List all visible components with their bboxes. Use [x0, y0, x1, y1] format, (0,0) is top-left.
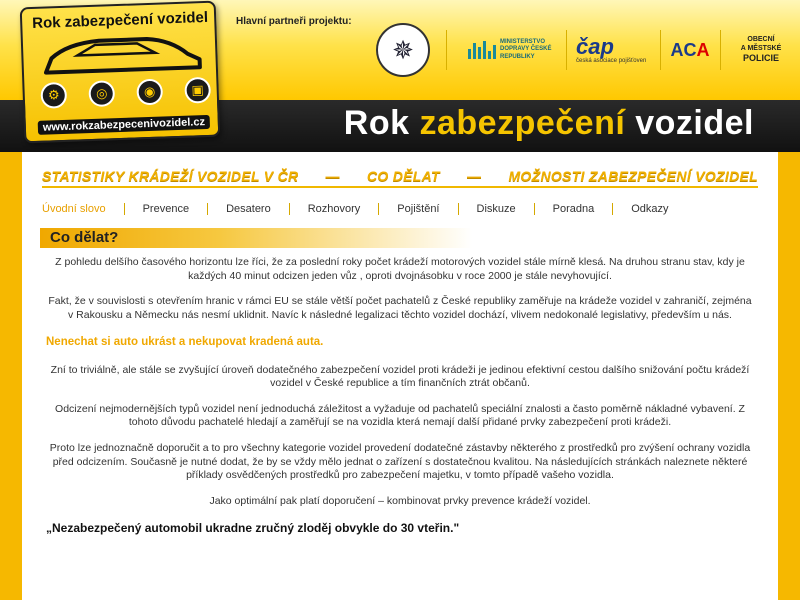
partner-divider: [566, 30, 567, 70]
steering-lock-icon: ◎: [88, 80, 115, 107]
cap-subtitle: česká asociace pojišťoven: [576, 58, 647, 64]
subnav-discussion[interactable]: Diskuze: [476, 203, 516, 215]
logo-icons: [40, 77, 211, 109]
nav-what-to-do[interactable]: CO DĚLAT: [366, 168, 440, 184]
site-logo[interactable]: [20, 1, 221, 144]
ministry-name: MINISTERSTVO DOPRAVY ČESKÉ REPUBLIKY: [500, 39, 552, 60]
nav-statistics[interactable]: STATISTIKY KRÁDEŽÍ VOZIDEL V ČR: [42, 168, 299, 184]
paragraph: Proto lze jednoznačně doporučit a to pro všechny kategorie vozidel provedení dodatečné zástavby některého z prostředků pro zvýšení ochrany vozidla před odcizením. Současně je nutné dodat, že by se vždy mělo jednat o zařízení s dostatečnou kvalitou. Na následujících stránkách naleznete některé příklady osvědčených prostředků pro zabezpečení majetku, v tomto případě vašeho vozidla.: [49, 442, 751, 482]
gear-lock-icon: ▣: [184, 77, 211, 104]
cap-logo-text: čap: [576, 34, 614, 59]
paragraph: Zní to triviálně, ale stále se zvyšující úroveň dodatečného zabezpečení vozidel proti krádeži je jedinou efektivní cestou dalšího snižování počtu krádeží vozidel v České republice a tím finančních ztrát občanů.: [50, 363, 750, 390]
article-body: [46, 256, 754, 548]
site-url[interactable]: www.rokzabezpecenivozidel.cz: [38, 115, 211, 135]
paragraph: Fakt, že v souvislosti s otevřením hranic v rámci EU se stále větší počet pachatelů z České republiky zaměřuje na krádeže vozidel v zahraničí, zejména v Rakousku a Německu nás nesmí uklidnit. Navíc k následné legalizaci těchto vozidel dochází, vlivem nedokonalé legislativy, především u nás.: [48, 295, 752, 321]
page-title: Co dělat?: [50, 229, 119, 246]
paragraph: Z pohledu delšího časového horizontu lze říci, že za poslední roky počet krádeží motorových vozidel stále mírně klesá. Na druhou stranu stav, kdy je každých 40 minut odcizen jeden vůz , oproti dvojnásobku v roce 2000 je stále nevyhovující.: [55, 256, 745, 282]
highlight-text: Nenechat si auto ukrást a nekupovat kradená auta.: [46, 335, 324, 348]
wheel-lock-icon: ⚙: [40, 82, 67, 109]
site-title: Rok zabezpečení vozidel: [343, 104, 754, 142]
subnav-intro[interactable]: Úvodní slovo: [42, 203, 106, 215]
main-nav: [42, 166, 758, 188]
partners-label: Hlavní partneři projektu:: [236, 16, 352, 27]
partner-municipal-police[interactable]: OBECNÍ A MĚSTSKÉ POLICIE: [740, 36, 782, 63]
subnav-interviews[interactable]: Rozhovory: [307, 203, 361, 215]
nav-separator: —: [325, 168, 340, 184]
subnav-prevention[interactable]: Prevence: [142, 203, 190, 215]
logo-title: Rok zabezpečení vozidel: [31, 8, 209, 33]
content-heading-bar: [40, 228, 760, 248]
partner-divider: [720, 30, 721, 70]
content-panel: [22, 152, 778, 600]
partner-aca[interactable]: AC A: [670, 39, 710, 60]
quote: „Nezabezpečený automobil ukradne zručný zloděj obvykle do 30 vteřin.": [46, 520, 460, 535]
subnav-insurance[interactable]: Pojištění: [397, 203, 440, 215]
nav-separator: —: [467, 168, 482, 184]
police-star-icon: ✵: [376, 23, 430, 77]
car-icon: [37, 29, 209, 81]
partner-cap[interactable]: [576, 28, 650, 72]
partner-ministry-transport[interactable]: [462, 28, 558, 72]
alarm-icon: ◉: [136, 79, 163, 106]
partner-divider: [660, 30, 661, 70]
partner-divider: [446, 30, 447, 70]
partner-police-cr[interactable]: [374, 28, 432, 72]
subnav-advice[interactable]: Poradna: [552, 203, 595, 215]
paragraph: Jako optimální pak platí doporučení – kombinovat prvky prevence krádeží vozidel.: [209, 494, 591, 507]
paragraph: Odcizení nejmodernějších typů vozidel není jednoduchá záležitost a vyžaduje od pachatelů speciální znalosti a často poměrně nákladné vybavení. Z tohoto důvodu pachatelé hledají a zaměřují se na vozidla která nemají další přidané prvky zabezpečení proti krádeži.: [55, 402, 745, 429]
sub-nav: [42, 200, 758, 218]
subnav-links[interactable]: Odkazy: [631, 203, 669, 215]
subnav-ten-rules[interactable]: Desatero: [226, 203, 271, 215]
nav-security-options[interactable]: MOŽNOSTI ZABEZPEČENÍ VOZIDEL: [508, 168, 758, 184]
ministry-bars-icon: [468, 41, 496, 59]
